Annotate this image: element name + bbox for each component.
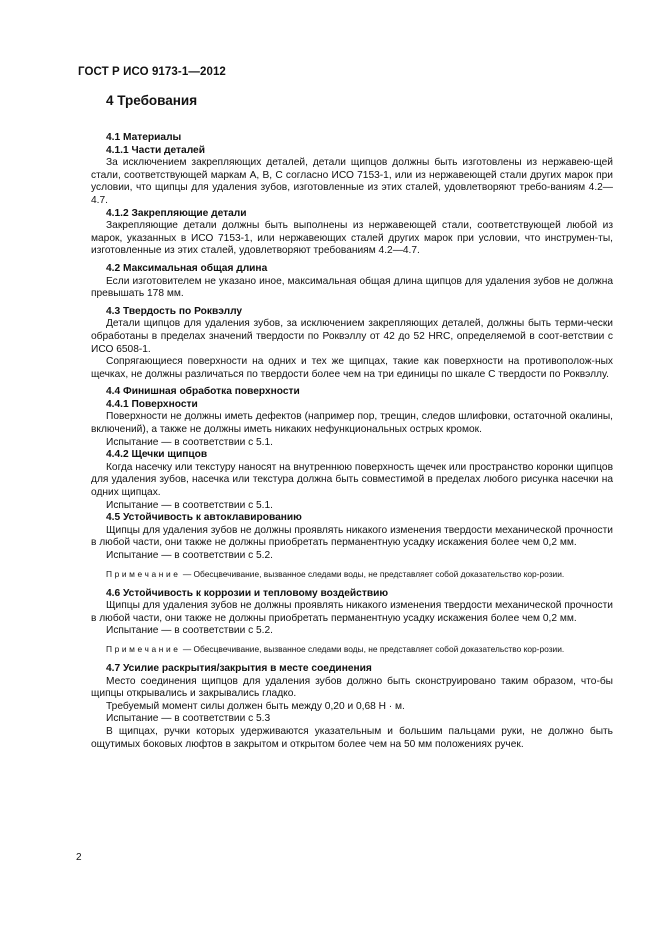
paragraph: За исключением закрепляющих деталей, детали щипцов должны быть изготовлены из нержавею-щей стали, соответствующей маркам A, B, C согласно ИСО 7153-1, или из нержавеющей стали других марок при условии, что щипцы для удаления зубов, изготовленные из этих сталей, удовлетворяют требо-ваниям 4.2—4.7.	[91, 157, 613, 206]
paragraph: В щипцах, ручки которых удерживаются указательным и большим пальцами руки, не должно быть ощутимых боковых люфтов в закрытом и открытом более чем на 50 мм положениях ручек.	[91, 725, 613, 750]
paragraph: Испытание — в соответствии с 5.1.	[106, 499, 274, 511]
paragraph: Закрепляющие детали должны быть выполнены из нержавеющей стали, соответствующей любой из марок, указанных в ИСО 7153-1, или нержавеющих сталей других марок при условии, что инструмен-ты, изготовленные из этих сталей, удовлетворяют требованиям 4.2—4.7.	[91, 220, 613, 257]
note-text: — Обесцвечивание, вызванное следами воды, не представляет собой доказательство кор-розии.	[182, 568, 565, 579]
note	[91, 569, 613, 580]
paragraph: Поверхности не должны иметь дефектов (например пор, трещин, следов шлифовки, остаточной окалины, включений), а также не должны иметь никаких нефункциональных острых кромок.	[91, 411, 613, 436]
paragraph: Требуемый момент силы должен быть между 0,20 и 0,68 Н · м.	[106, 700, 405, 712]
subsection-heading: 4.1.2 Закрепляющие детали	[106, 207, 247, 219]
standard-code-header: ГОСТ Р ИСО 9173-1—2012	[78, 66, 226, 78]
note	[91, 644, 613, 655]
note-label: Примечание	[106, 568, 181, 579]
subsection-heading: 4.4.2 Щечки щипцов	[106, 449, 208, 461]
paragraph: Сопрягающиеся поверхности на одних и тех же щипцах, такие как поверхности на противополож-ных щечках, не должны различаться по твердости более чем на три единицы по шкале C твердости по Роквэллу.	[91, 356, 613, 380]
subsection-heading: 4.7 Усилие раскрытия/закрытия в месте соединения	[106, 662, 372, 674]
paragraph: Когда насечку или текстуру наносят на внутреннюю поверхность щечек или пространство коронки щипцов для удаления зубов, насечка или текстура должна быть совместимой в пределах любого рисунка насечки на одних щипцах.	[91, 461, 613, 499]
section-body	[91, 127, 613, 751]
paragraph: Место соединения щипцов для удаления зубов должно быть сконструировано таким образом, что-бы щипцы открывались и закрывались гладко.	[91, 675, 613, 700]
paragraph: Испытание — в соответствии с 5.2.	[106, 625, 274, 637]
note-text: — Обесцвечивание, вызванное следами воды, не представляет собой доказательство кор-розии.	[182, 643, 565, 654]
paragraph: Испытание — в соответствии с 5.3	[106, 713, 271, 725]
subsection-heading: 4.1 Материалы	[106, 132, 182, 143]
subsection-heading: 4.1.1 Части деталей	[106, 144, 205, 156]
paragraph: Детали щипцов для удаления зубов, за исключением закрепляющих деталей, должны быть терми-чески обработаны в пределах значений твердости по Роквэллу от 42 до 52 HRC, определяемой в соот-ветствии с ИСО 6508-1.	[91, 318, 613, 355]
paragraph: Если изготовителем не указано иное, максимальная общая длина щипцов для удаления зубов не должна превышать 178 мм.	[91, 275, 613, 300]
subsection-heading: 4.4.1 Поверхности	[106, 398, 198, 410]
paragraph: Щипцы для удаления зубов не должны проявлять никакого изменения твердости механической прочности в любой части, они также не должны приобретать перманентную усадку искажения более чем 0,2 мм.	[91, 524, 613, 549]
subsection-heading: 4.5 Устойчивость к автоклавированию	[106, 512, 302, 524]
paragraph: Щипцы для удаления зубов не должны проявлять никакого изменения твердости механической прочности в любой части, они также не должны приобретать перманентную усадку искажения более чем 0,2 мм.	[91, 600, 613, 624]
subsection-heading: 4.3 Твердость по Роквэллу	[106, 305, 243, 317]
section-title: 4 Требования	[106, 93, 198, 108]
subsection-heading: 4.6 Устойчивость к коррозии и тепловому воздействию	[106, 587, 389, 599]
subsection-heading: 4.2 Максимальная общая длина	[106, 262, 268, 274]
page-number: 2	[76, 852, 82, 863]
subsection-heading: 4.4 Финишная обработка поверхности	[106, 386, 300, 398]
note-label: Примечание	[106, 643, 181, 654]
paragraph: Испытание — в соответствии с 5.2.	[106, 550, 274, 561]
paragraph: Испытание — в соответствии с 5.1.	[106, 436, 274, 448]
